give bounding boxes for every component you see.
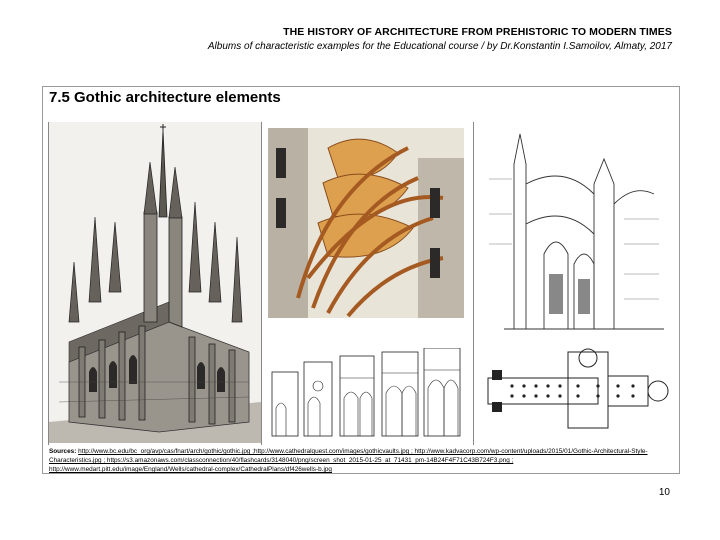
- section-title: 7.5 Gothic architecture elements: [49, 89, 281, 106]
- section-plan-panel: [474, 122, 679, 445]
- sources-note: [49, 447, 669, 474]
- page-number: 10: [658, 487, 670, 498]
- slide-frame: [42, 86, 680, 474]
- gothic-elevations-illustration: [268, 348, 464, 440]
- sources-links[interactable]: http://www.bc.edu/bc_org/avp/cas/fnart/arch/gothic/gothic.jpg ;http://www.cathedralquest.com/images/gothicvaults.jpg ; http://www.kadvacorp.com/wp-content/uploads/2015/01/Gothic-Architectural-Style-Characteristics.jpg ; https://s3.amazonaws.com/classconnection/40/flashcards/3148040/png/screen_shot_2015-01-25_at_71431_pm-14B24F4F71C43B724F3.png ; http://www.medart.pitt.edu/image/England/Wells/cathedral-complex/CathedralPlans/df426wells-b.jpg: [49, 448, 648, 473]
- sources-label: Sources:: [49, 448, 77, 455]
- flying-buttress-section-illustration: [484, 124, 668, 334]
- cathedral-drawing-panel: [48, 122, 262, 445]
- document-header-subtitle: Albums of characteristic examples for the Educational course / by Dr.Konstantin I.Samoilov, Almaty, 2017: [207, 41, 672, 52]
- cathedral-floor-plan-illustration: [478, 340, 674, 440]
- gothic-rib-vault-illustration: [268, 128, 464, 318]
- vaults-panel: [262, 122, 474, 445]
- document-header-title: THE HISTORY OF ARCHITECTURE FROM PREHISTORIC TO MODERN TIMES: [283, 26, 672, 38]
- gothic-cathedral-illustration: [49, 122, 261, 443]
